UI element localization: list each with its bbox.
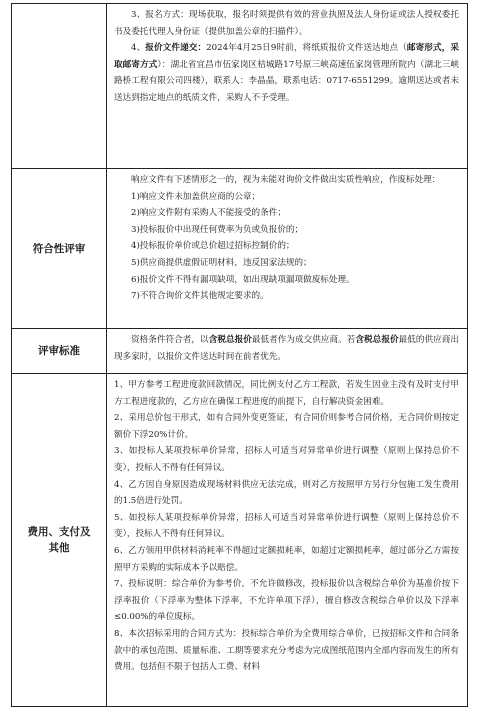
list-item: 3、如投标人某项投标单价异常，招标人可适当对异常单价进行调整（原则上保持总价不变），投标人不得有任何异议。 <box>114 446 459 473</box>
tax-total-bold: 含税总报价 <box>355 335 399 345</box>
tax-total-bold: 含税总报价 <box>208 335 252 345</box>
evaluation-content <box>107 329 468 374</box>
mail-method-bold: 邮寄形式，采取邮寄方式 <box>114 43 459 70</box>
row-label-payment: 费用、支付及 其他 <box>12 374 107 707</box>
list-item: 8、本次招标采用的合同方式为：投标综合单价为全费用综合单价，已按招标文件和合同条款中的承包范围、质量标准、工期等要求充分考虑为完成图纸范围内全部内容而发生的所有费用。包括但不限于包括人工费、材料 <box>114 628 459 673</box>
list-item: 5、如投标人某项投标单价异常，招标人可适当对异常单价进行调整（原则上保持总价不变），投标人不得有任何异议。 <box>114 512 459 540</box>
submission-paragraph: 4、报价文件递交：2024年4月25日9时前，将纸质报价文件送达地点（邮寄形式，采取邮寄方式）：湖北省宜昌市伍家岗区桔城路17号原三峡高速伍家岗管理所院内（湖北三峡路桥工程有限公司四楼），联系人：李晶晶，联系电话：0717-6551299。逾期送达或者未送达到指定地点的纸质文件，采购人不予受理。 <box>114 43 459 103</box>
list-item: 7)不符合询价文件其他规定要求的。 <box>131 291 269 302</box>
empty-label-cell <box>12 4 107 169</box>
list-item: 2)响应文件附有采购人不能接受的条件； <box>131 208 286 219</box>
bid-terms-table <box>11 3 468 707</box>
registration-content <box>107 4 468 169</box>
payment-content <box>107 374 468 707</box>
list-item: 1、甲方参考工程进度款回款情况，同比例支付乙方工程款，若发生因业主没有及时支付甲方工程进度款的，乙方应在确保工程进度的前提下，自行解决资金困难。 <box>114 380 459 407</box>
row-label-evaluation: 评审标准 <box>12 329 107 374</box>
list-item: 1)响应文件未加盖供应商的公章； <box>131 191 261 202</box>
list-item: 4、乙方因自身原因造成现场材料供应无法完成，则对乙方按照甲方另行分包施工发生费用的1.5倍进行处罚。 <box>114 479 459 507</box>
table-row-registration <box>12 4 468 169</box>
list-item: 6)报价文件不得有漏项缺项，如出现缺项漏项做废标处理。 <box>131 274 355 285</box>
list-item: 4)投标报价单价或总价超过招标控制价的； <box>131 241 295 252</box>
list-item: 5)供应商提供虚假证明材料，违反国家法规的； <box>131 257 312 268</box>
evaluation-text: 资格条件符合者，以含税总报价最低者作为成交供应商。若含税总报价最低的供应商出现多家时，以报价文件送达时间在前者优先。 <box>114 335 459 362</box>
table-row-payment <box>12 374 468 707</box>
compliance-content <box>107 169 468 329</box>
list-item: 6、乙方领用甲供材料消耗率不得超过定额损耗率，如超过定额损耗率，超过部分乙方需按照甲方采购的实际成本予以赔偿。 <box>114 545 459 573</box>
list-item: 2、采用总价包干形式，如有合同外变更签证，有合同价则参考合同价格，无合同价则按定额价下浮20%计价。 <box>114 413 459 440</box>
compliance-intro: 响应文件有下述情形之一的，视为未能对询价文件做出实质性响应，作废标处理： <box>131 175 441 185</box>
registration-method-text: 3、报名方式：现场获取，报名时须提供有效的营业执照及法人身份证或法人授权委托书及委托代理人身份证（提供加盖公章的扫描件）。 <box>114 10 459 37</box>
table-row-compliance-review <box>12 169 468 329</box>
list-item: 3)投标报价中出现任何费率为负或负报价的； <box>131 224 304 235</box>
submission-heading: 报价文件递交： <box>145 43 207 54</box>
row-label-compliance: 符合性评审 <box>12 169 107 329</box>
table-row-evaluation-standard <box>12 329 468 374</box>
list-item: 7、投标说明：综合单价为参考价，不允许做修改，投标报价以含税综合单价为基准价按下浮率报价（下浮率为整体下浮率，不允许单项下浮），擅自修改含税综合单价以及下浮率≤0.00%的单位废标。 <box>114 579 459 623</box>
